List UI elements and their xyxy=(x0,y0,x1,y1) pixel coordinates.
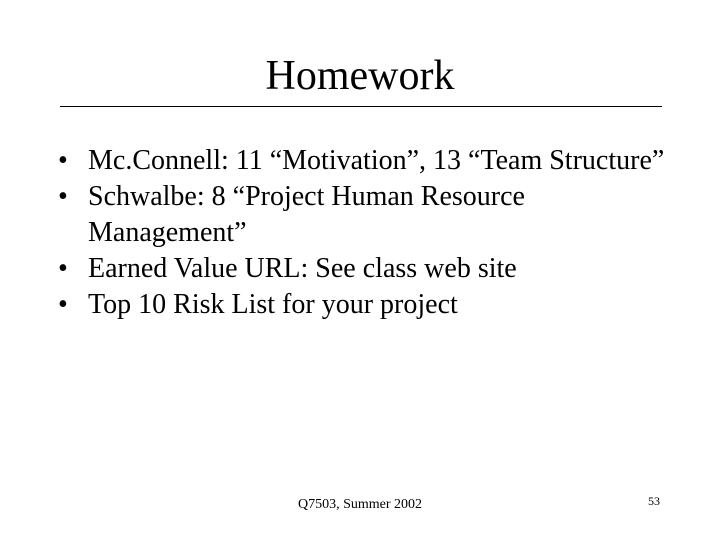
footer-course-label: Q7503, Summer 2002 xyxy=(297,497,423,512)
slide-title: Homework xyxy=(265,53,455,99)
title-divider xyxy=(60,106,662,107)
bullet-list xyxy=(58,143,678,323)
bullet-text: Top 10 Risk List for your project xyxy=(88,289,458,320)
bullet-item-schwalbe xyxy=(58,179,678,251)
bullet-text: Earned Value URL: See class web site xyxy=(88,253,517,284)
bullet-item-mcconnell xyxy=(58,143,678,179)
bullet-icon: • xyxy=(58,181,68,212)
bullet-item-earned-value xyxy=(58,251,678,287)
bullet-icon: • xyxy=(58,145,68,176)
page-number: 53 xyxy=(648,494,660,508)
bullet-icon: • xyxy=(58,289,68,320)
bullet-icon: • xyxy=(58,253,68,284)
bullet-text: Schwalbe: 8 “Project Human Resource Management” xyxy=(88,181,525,248)
bullet-text: Mc.Connell: 11 “Motivation”, 13 “Team Structure” xyxy=(88,145,665,176)
bullet-item-risk-list xyxy=(58,287,678,323)
